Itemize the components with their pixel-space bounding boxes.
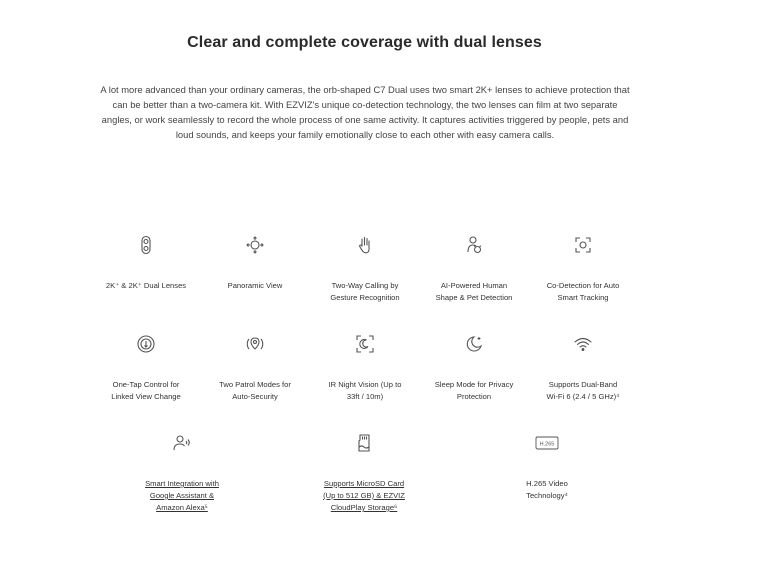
panoramic-view-icon xyxy=(200,234,310,256)
feature-label: Panoramic View xyxy=(227,281,283,290)
patrol-location-icon xyxy=(200,333,310,355)
feature-label: IR Night Vision (Up to 33ft / 10m) xyxy=(328,380,402,401)
co-detection-icon xyxy=(528,234,638,256)
h265-icon xyxy=(492,432,602,454)
microsd-storage-link[interactable]: Supports MicroSD Card (Up to 512 GB) & EZVIZ CloudPlay Storage⁶ xyxy=(323,479,405,512)
feature-label: Co-Detection for Auto Smart Tracking xyxy=(546,281,620,302)
feature-label: Sleep Mode for Privacy Protection xyxy=(434,380,514,401)
one-tap-control-icon xyxy=(91,333,201,355)
h265-icon-text: H.265 xyxy=(539,441,555,448)
feature-label: Two-Way Calling by Gesture Recognition xyxy=(330,281,400,302)
wifi-icon xyxy=(528,333,638,355)
feature-label: Supports Dual-Band Wi-Fi 6 (2.4 / 5 GHz)⁴ xyxy=(546,380,620,401)
smart-integration-link[interactable]: Smart Integration with Google Assistant & Amazon Alexa⁵ xyxy=(145,479,219,512)
night-vision-icon xyxy=(310,333,420,355)
moon-sleep-icon xyxy=(419,333,529,355)
smart-assistant-icon xyxy=(127,432,237,454)
feature-label: H.265 Video Technology⁴ xyxy=(526,479,568,500)
feature-label: Two Patrol Modes for Auto-Security xyxy=(219,380,291,401)
dual-lens-icon xyxy=(91,234,201,256)
human-pet-detection-icon xyxy=(419,234,529,256)
gesture-hand-icon xyxy=(310,234,420,256)
section-description: A lot more advanced than your ordinary cameras, the orb-shaped C7 Dual uses two smart 2K+ lenses to achieve protection that can be better than a two-camera kit. With EZVIZ's unique co-detection technology, the two lenses can film at two separate angles, or work seamlessly to record the whole process of one same activity. It captures activities triggered by people, pets and loud sounds, and keeps your family emotionally close to each other with easy camera calls. xyxy=(100,84,630,140)
feature-label: AI-Powered Human Shape & Pet Detection xyxy=(435,281,513,302)
sd-card-icon xyxy=(309,432,419,454)
feature-label: 2K⁺ & 2K⁺ Dual Lenses xyxy=(105,281,187,290)
section-heading: Clear and complete coverage with dual lenses xyxy=(187,34,542,51)
feature-label: One-Tap Control for Linked View Change xyxy=(111,380,181,401)
